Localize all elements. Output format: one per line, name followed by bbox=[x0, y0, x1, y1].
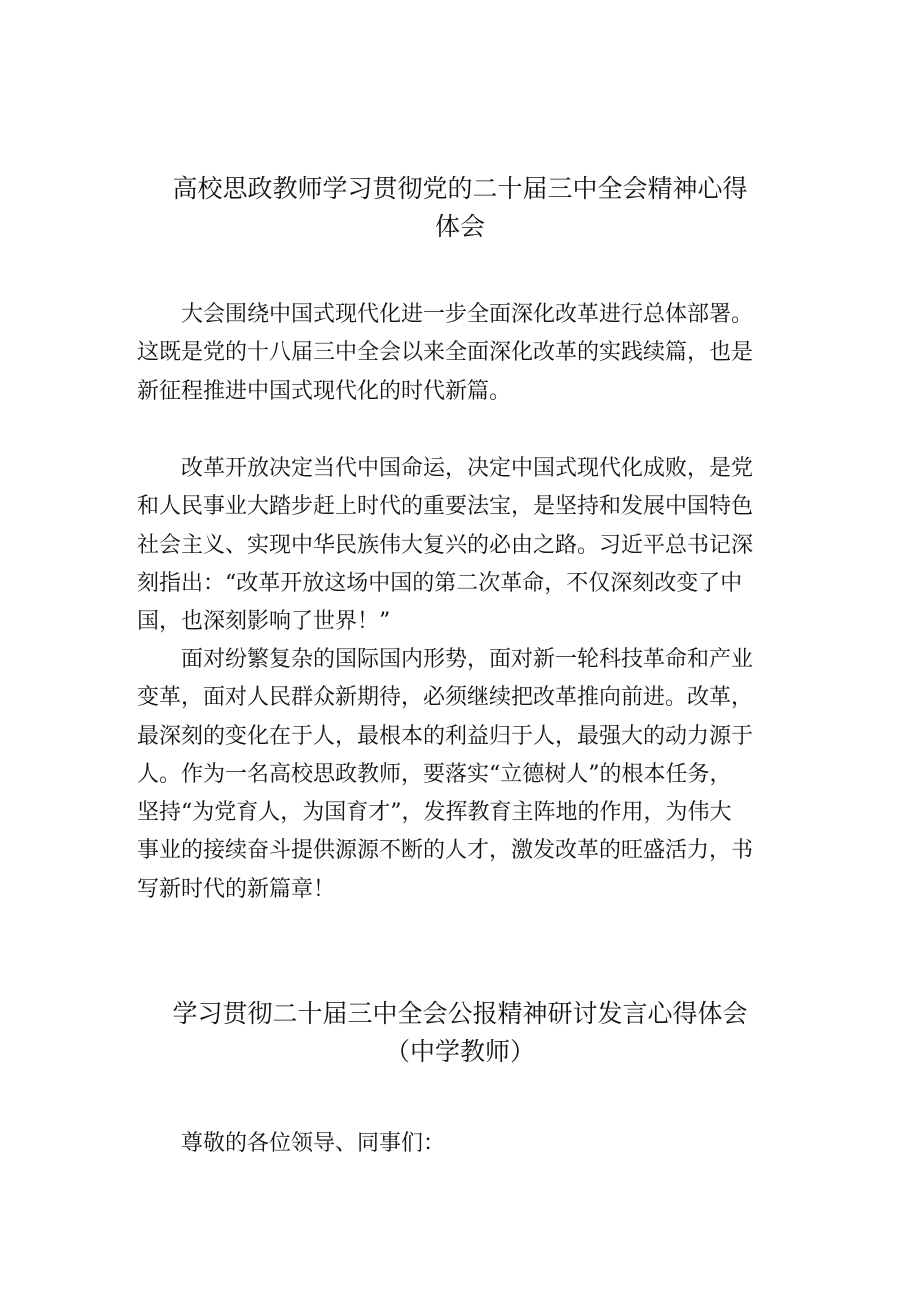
text-line: 新征程推进中国式现代化的时代新篇。 bbox=[137, 378, 512, 404]
text-line: 刻指出：“改革开放这场中国的第二次革命，不仅深刻改变了中 bbox=[137, 570, 743, 596]
text-line: 写新时代的新篇章！ bbox=[137, 876, 336, 902]
text-line: 和人民事业大踏步赶上时代的重要法宝，是坚持和发展中国特色 bbox=[137, 494, 754, 520]
text-line: 尊敬的各位领导、同事们： bbox=[137, 1131, 446, 1156]
text-line: 国，也深刻影响了世界！” bbox=[137, 609, 391, 635]
text-line: 社会主义、实现中华民族伟大复兴的必由之路。习近平总书记深 bbox=[137, 532, 754, 558]
text-line: 大会围绕中国式现代化进一步全面深化改革进行总体部署。 bbox=[137, 302, 754, 327]
text-line: 变革，面对人民群众新期待，必须继续把改革推向前进。改革， bbox=[137, 685, 754, 711]
text-line: 改革开放决定当代中国命运，决定中国式现代化成败，是党 bbox=[137, 456, 754, 481]
text-line: 事业的接续奋斗提供源源不断的人才，激发改革的旺盛活力，书 bbox=[137, 838, 754, 864]
article-1-title bbox=[0, 170, 920, 246]
text-line: 这既是党的十八届三中全会以来全面深化改革的实践续篇，也是 bbox=[137, 340, 754, 366]
text-line: 坚持“为党育人，为国育才”，发挥教育主阵地的作用，为伟大 bbox=[137, 800, 732, 826]
article-1-paragraph-1 bbox=[137, 296, 787, 411]
article-2-salutation bbox=[137, 1125, 787, 1163]
title-line: 高校思政教师学习贯彻党的二十届三中全会精神心得 bbox=[172, 174, 748, 203]
title-line: 学习贯彻二十届三中全会公报精神研讨发言心得体会 bbox=[172, 999, 748, 1028]
article-1-paragraph-2 bbox=[137, 450, 787, 641]
article-2-title bbox=[0, 995, 920, 1071]
title-line: （中学教师） bbox=[384, 1037, 535, 1066]
text-line: 人。作为一名高校思政教师，要落实“立德树人”的根本任务， bbox=[137, 761, 732, 787]
text-line: 最深刻的变化在于人，最根本的利益归于人，最强大的动力源于 bbox=[137, 723, 754, 749]
text-line: 面对纷繁复杂的国际国内形势，面对新一轮科技革命和产业 bbox=[137, 647, 754, 672]
title-line: 体会 bbox=[434, 212, 485, 241]
article-1-paragraph-3 bbox=[137, 641, 787, 909]
